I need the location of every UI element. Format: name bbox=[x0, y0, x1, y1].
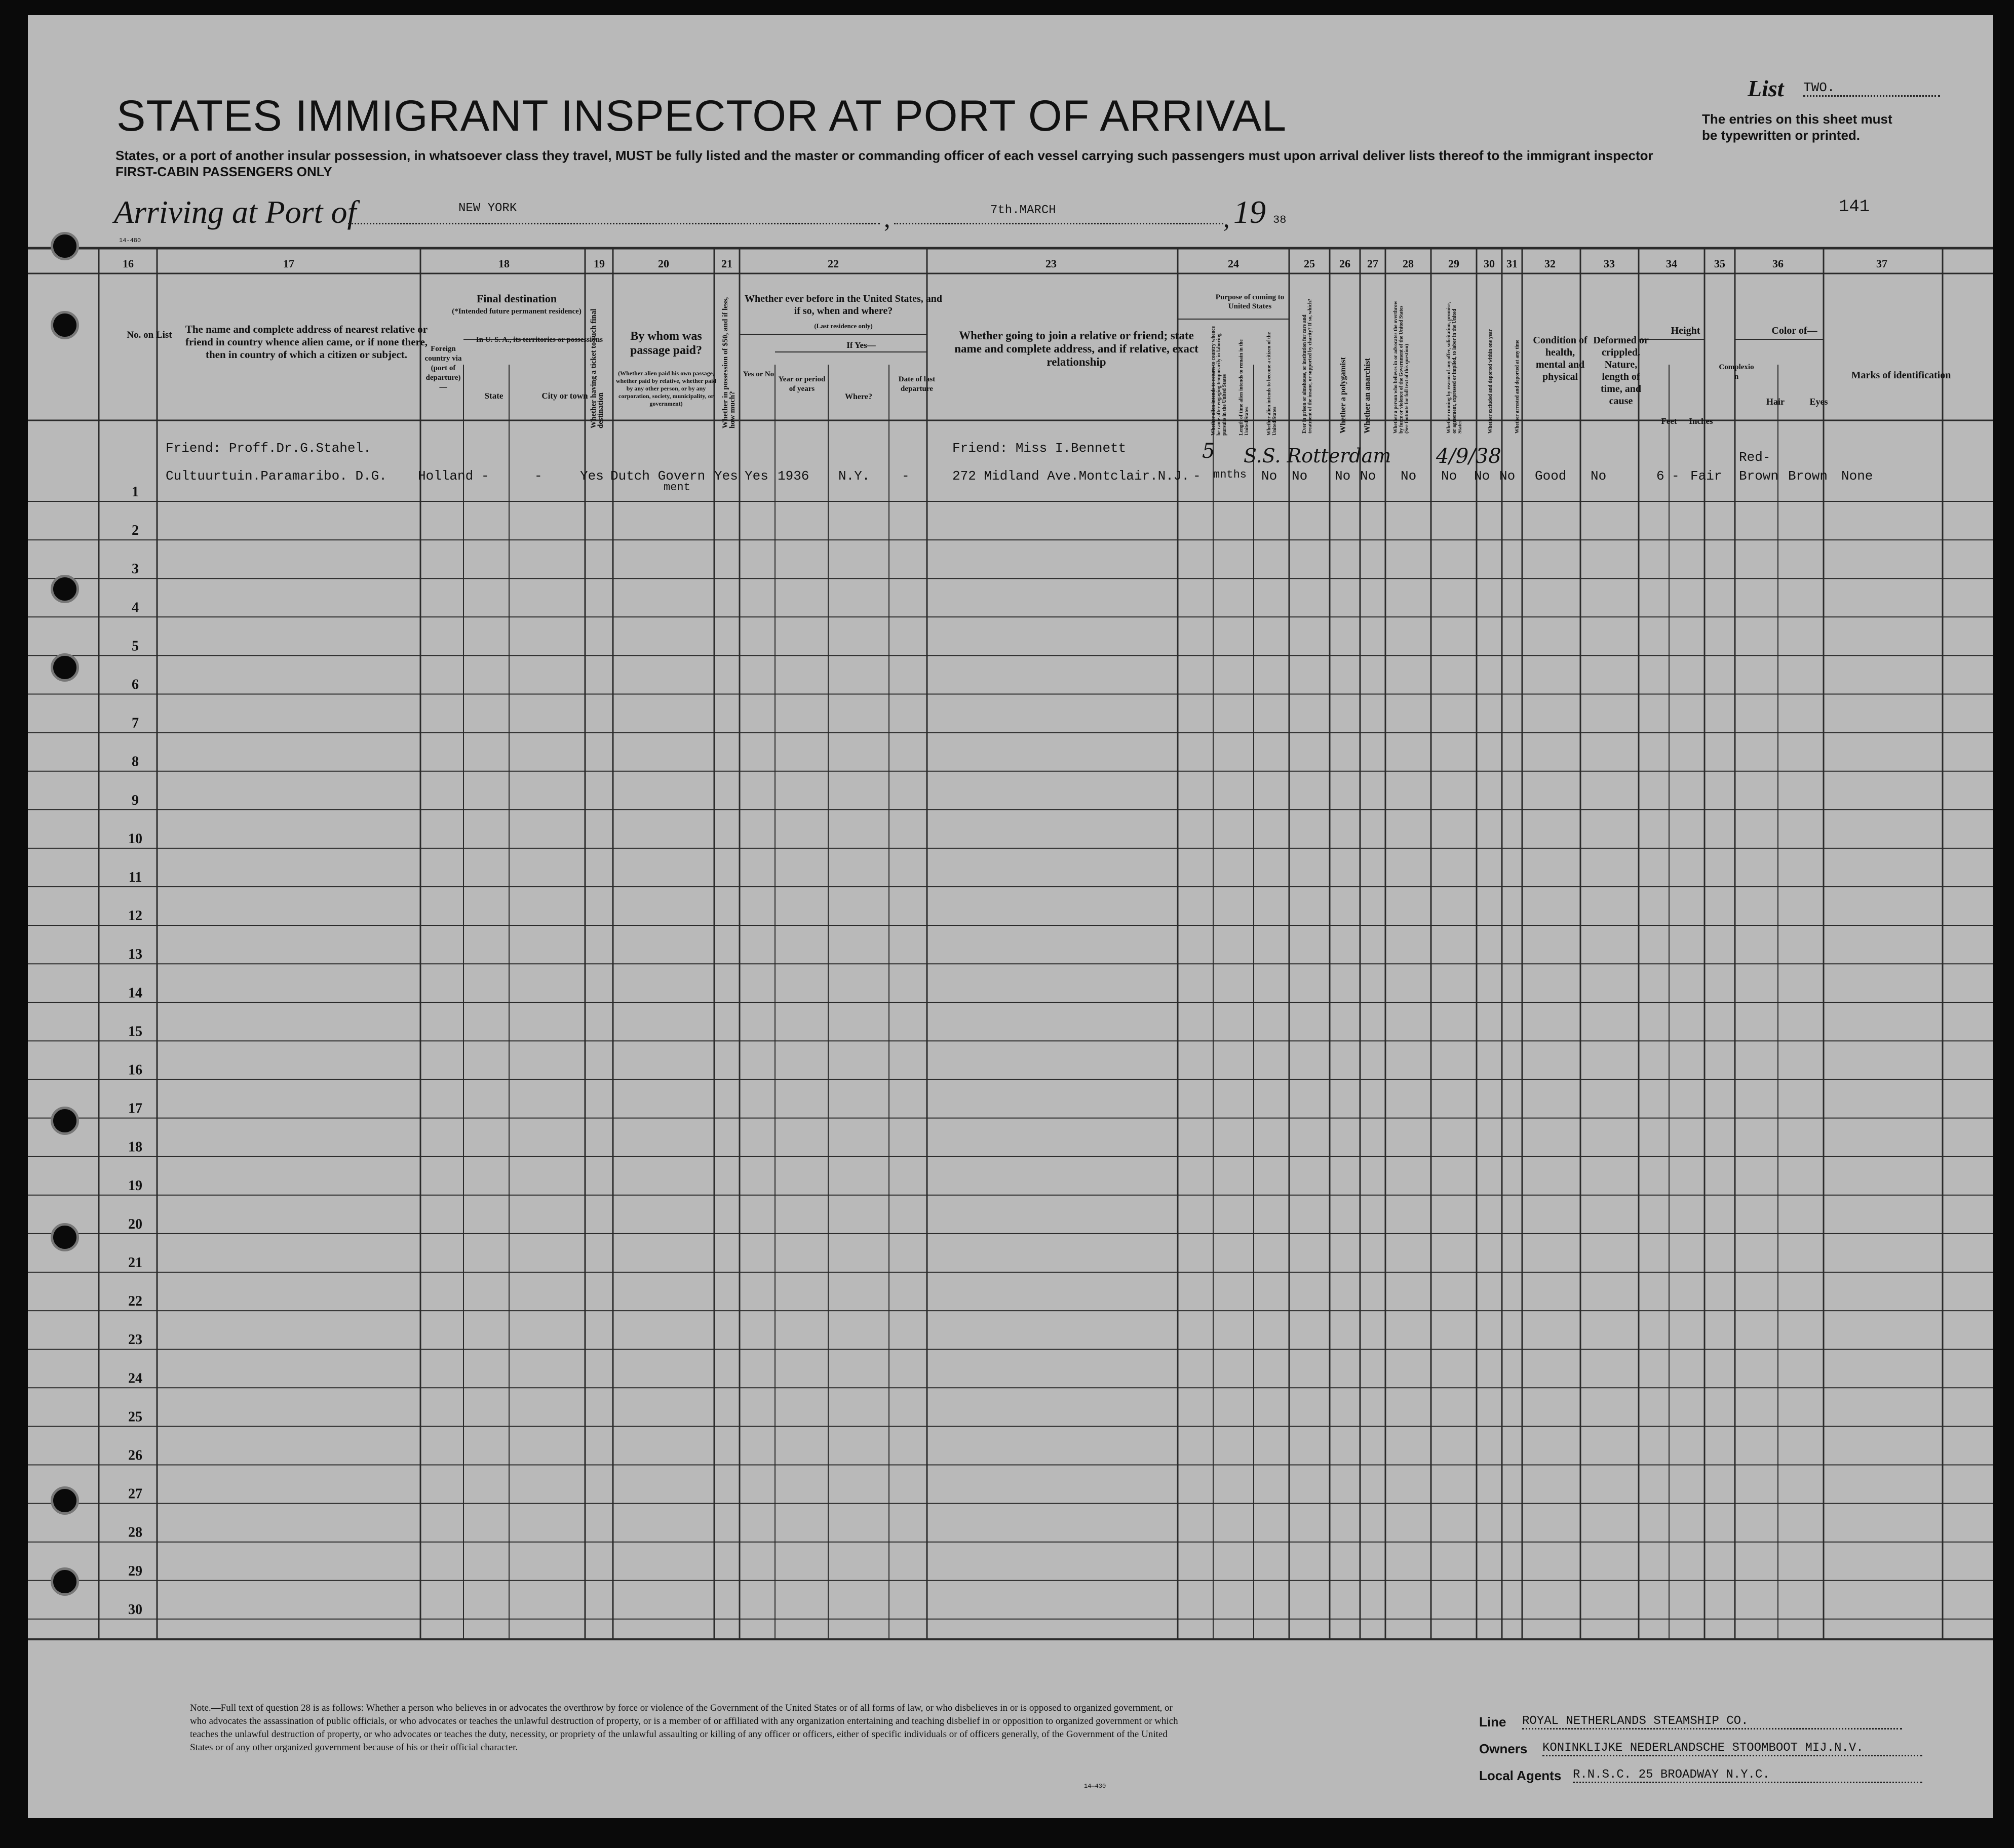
header-foreign-country: Foreign country via (port of departure)— bbox=[424, 345, 462, 391]
entry-date-last-departure: - bbox=[902, 468, 910, 484]
header-marks: Marks of identification bbox=[1851, 370, 1951, 381]
row-number: 15 bbox=[128, 1024, 142, 1040]
row-number: 29 bbox=[128, 1563, 142, 1579]
entry-where: N.Y. bbox=[838, 468, 870, 484]
row-number: 1 bbox=[132, 484, 139, 500]
entry-passage-paid-2: ment bbox=[664, 481, 690, 494]
header-purpose-citizen: Whether alien intends to become a citizen of the United States bbox=[1266, 332, 1277, 436]
header-polygamist: Whether a polygamist bbox=[1339, 357, 1347, 434]
header-eyes: Eyes bbox=[1809, 397, 1828, 407]
entry-q28: No bbox=[1401, 468, 1417, 484]
header-before-in-us: Whether ever before in the United States, and if so, when and where? bbox=[745, 293, 942, 317]
row-number: 9 bbox=[132, 792, 139, 808]
column-number: 36 bbox=[1772, 257, 1784, 270]
header-city: City or town bbox=[541, 391, 588, 401]
entry-condition: Good bbox=[1535, 468, 1567, 484]
row-number: 8 bbox=[132, 754, 139, 770]
row-number: 30 bbox=[128, 1601, 142, 1618]
column-number: 30 bbox=[1484, 257, 1495, 270]
row-number: 13 bbox=[128, 947, 142, 963]
binder-hole bbox=[51, 575, 79, 603]
header-purpose-length: Length of time alien intends to remain in the United States bbox=[1238, 339, 1250, 436]
line-label: Line bbox=[1479, 1714, 1506, 1729]
header-color-of: Color of— bbox=[1771, 325, 1817, 336]
owners-label: Owners bbox=[1479, 1741, 1528, 1756]
row-number: 11 bbox=[128, 870, 142, 885]
header-q28: Whether a person who believes in or advocates the overthrow by force or violence of the Government of the United States (See footnote for full text of this question) bbox=[1393, 301, 1410, 434]
line-value: ROYAL NETHERLANDS STEAMSHIP CO. bbox=[1522, 1714, 1902, 1729]
entry-fifty-dollars: Yes bbox=[714, 468, 738, 484]
header-if-yes: If Yes— bbox=[846, 340, 876, 350]
entry-eyes: Brown bbox=[1788, 468, 1828, 484]
entry-foreign-country: Holland bbox=[418, 468, 474, 484]
header-join-relative: Whether going to join a relative or friend; state name and complete address, and if relative, exact relationship bbox=[954, 329, 1198, 368]
row-number: 25 bbox=[128, 1409, 142, 1425]
row-number: 28 bbox=[128, 1524, 142, 1541]
row-number: 19 bbox=[128, 1177, 142, 1194]
header-in-usa: In U. S. A., its territories or possessions bbox=[476, 336, 603, 344]
row-number: 27 bbox=[128, 1486, 142, 1502]
date-value: 7th.MARCH bbox=[990, 204, 1056, 217]
form-mark: 14-480 bbox=[119, 237, 141, 244]
entry-year: 1936 bbox=[778, 468, 809, 484]
row-number: 12 bbox=[128, 908, 142, 924]
row-number: 4 bbox=[132, 600, 139, 616]
header-yes-or-no: Yes or No bbox=[743, 370, 774, 378]
handwritten-note: S.S. Rotterdam bbox=[1244, 445, 1391, 467]
entry-hair-line1: Red- bbox=[1739, 450, 1771, 465]
entry-q29: No bbox=[1441, 468, 1457, 484]
header-complexion: Complexion bbox=[1719, 363, 1754, 381]
binder-hole bbox=[51, 1223, 79, 1251]
header-q30: Whether excluded and deported within one year bbox=[1488, 329, 1493, 434]
header-prison: Ever in prison or almshouse, or institution for care and treatment of the insane, or supported by charity? If so, which? bbox=[1302, 298, 1313, 434]
header-final-destination: Final destination bbox=[476, 292, 557, 305]
row-number: 14 bbox=[128, 985, 142, 1001]
column-number: 23 bbox=[1045, 257, 1057, 270]
entry-join-line1: Friend: Miss I.Bennett bbox=[952, 441, 1127, 456]
column-number: 19 bbox=[594, 257, 605, 270]
row-number: 3 bbox=[132, 561, 139, 577]
column-number: 33 bbox=[1604, 257, 1615, 270]
column-number: 24 bbox=[1228, 257, 1239, 270]
row-number: 5 bbox=[132, 638, 139, 654]
port-value: NEW YORK bbox=[458, 202, 517, 215]
entry-anarchist: No bbox=[1360, 468, 1376, 484]
header-deformed: Deformed or crippled. Nature, length of time, and cause bbox=[1593, 335, 1649, 407]
binder-hole bbox=[51, 1486, 79, 1515]
row-number: 6 bbox=[132, 677, 139, 693]
row-number: 20 bbox=[128, 1216, 142, 1232]
entry-feet: 6 bbox=[1656, 468, 1664, 484]
column-number: 35 bbox=[1714, 257, 1725, 270]
manifest-sheet: STATES IMMIGRANT INSPECTOR AT PORT OF ARRIVAL List TWO. The entries on this sheet must be typewritten or printed. States, or a port of another insular possession, in whatsoever class they travel, MUST be fully listed and the master or commanding officer of each vessel carrying such passengers must upon arrival deliver lists thereof to the immigrant inspector FIRST-CABIN PASSENGERS ONLY Arriving at Port of NEW YORK , 7th.MARCH , 19 38 141 14-480 16 17 18 19 20 21 22 23 24 25 26 27 28 29 30 31 32 33 34 35 36 37 No. on List The name and complete address of nearest relative or friend in country whence alien came, or if none there, then in country of which a citizen or subject. Final destination (*Intended future permanent residence) Foreign country via (port of departure)— In U. S. A., its territories or possessions State City or town Whether having a ticket to such final destination By whom was passage paid? (Whether alien paid his own passage, whether paid by relative, whether paid by any other person, or by any corporation, society, municipality, or government) Whether in possession of $50, and if less, how much? Whether ever before in the United States, and if so, when and where? (Last residence only) If Yes— Yes or No Year or period of years Where? Date of last departure Whether going to join a relative or friend; state name and complete address, and if relative, exact relationship Purpose of coming to United States Whether alien intends to return to country whence he came after engaging temporarily in laboring pursuits in the United States Length of time alien intends to remain in the United States Whether alien intends to become a citizen of the United States Ever in prison or almshouse, or institution for care and treatment of the insane, or supported by charity? If so, which? Whether a polygamist Whether an anarchist Whether a person who believes in or advocates the overthrow by force or violence of the Government of the United States (See footnote for full text of this question) Whether coming by reason of any offer, solicitation, promise, or agreement, expressed or implied, to labor in the United States Whether excluded and deported within one year Whether arrested and deported at any time Condition of health, mental and physical Deformed or crippled. Nature, length of time, and cause Height Feet Inches Complexion Color of— Hair Eyes Marks of identification 1 2 3 4 5 6 7 8 9 10 11 12 13 14 15 16 17 18 19 20 21 22 23 24 25 26 27 28 29 30 Friend: Proff.Dr.G.Stahel. Cultuurtuin.Paramaribo. D.G. Holland - - Yes Dutch Govern ment Yes Yes 1936 N.Y. - Friend: Miss I.Bennett 272 Midland Ave.Montclair.N.J. - mnths 5 S.S. Rotterdam 4/9/38 No No No No No No No No Good No 6 - Fair Red- Brown Brown None Note.—Full text of question 28 is as follows: Whether a person who believes in or advocates the overthrow by force or violence of the Government of the United States or of all forms of law, or who disbelieves in or is opposed to organized government, or who advocates the assassination of public officials, or who advocates or teaches the unlawful destruction of property, or is a member of or affiliated with any organization entertaining and teaching disbelief in or opposition to organized government or which teaches the unlawful destruction of property, or who advocates or teaches the duty, necessity, or propriety of the unlawful assaulting or killing of any officer or officers, either of specific individuals or of officers generally, of the Government of the United States or of any other organized government because of his or their official character. 14—430 Line ROYAL NETHERLANDS STEAMSHIP CO. Owners KONINKLIJKE NEDERLANDSCHE STOOMBOOT MIJ.N.V. Local Agents R.N.S.C. 25 BROADWAY N.Y.C. bbox=[28, 15, 1993, 1818]
row-number: 2 bbox=[132, 523, 139, 539]
header-anarchist: Whether an anarchist bbox=[1363, 358, 1372, 434]
header-inches: Inches bbox=[1689, 416, 1713, 426]
row-number: 17 bbox=[128, 1100, 142, 1117]
row-number: 10 bbox=[128, 831, 142, 847]
entries-note-line2: be typewritten or printed. bbox=[1702, 128, 1861, 143]
class-label: FIRST-CABIN PASSENGERS ONLY bbox=[115, 164, 332, 179]
header-q31: Whether arrested and deported at any time bbox=[1515, 339, 1520, 434]
entry-city: - bbox=[534, 468, 543, 484]
binder-hole bbox=[51, 653, 79, 682]
entry-passage-paid-1: Dutch Govern bbox=[610, 468, 706, 484]
column-number: 21 bbox=[721, 257, 732, 270]
header-no-on-list: No. on List bbox=[127, 330, 172, 340]
header-date-last-departure: Date of last departure bbox=[898, 375, 936, 393]
handwritten-stay: 5 bbox=[1202, 440, 1215, 463]
agents-value: R.N.S.C. 25 BROADWAY N.Y.C. bbox=[1573, 1768, 1922, 1783]
column-number: 25 bbox=[1304, 257, 1315, 270]
entry-hair-line2: Brown bbox=[1739, 468, 1779, 484]
column-number: 17 bbox=[283, 257, 294, 270]
column-number: 26 bbox=[1339, 257, 1350, 270]
arriving-port-label: Arriving at Port of bbox=[114, 194, 357, 230]
binder-hole bbox=[51, 232, 79, 260]
row-number: 21 bbox=[128, 1255, 142, 1271]
form-number: 14—430 bbox=[1084, 1783, 1106, 1790]
header-feet: Feet bbox=[1661, 416, 1677, 426]
binder-hole bbox=[51, 311, 79, 339]
header-purpose: Purpose of coming to United States bbox=[1215, 293, 1285, 310]
header-q29: Whether coming by reason of any offer, solicitation, promise, or agreement, expressed or implied, to labor in the United States bbox=[1446, 302, 1463, 434]
header-relative-address: The name and complete address of nearest relative or friend in country whence alien came, or if none there, then in country of which a citizen or subject. bbox=[185, 323, 428, 361]
footnote-q28: Note.—Full text of question 28 is as follows: Whether a person who believes in or advocates the overthrow by force or violence of the Government of the United States or of all forms of law, or who disbelieves in or is opposed to organized government, or who advocates the assassination of public officials, or who advocates or teaches the unlawful destruction of property, or is a member of or affiliated with any organization entertaining and teaching disbelief in or opposition to organized government or which teaches the unlawful destruction of property, or who advocates or teaches the duty, necessity, or propriety of the unlawful assaulting or killing of any officer or officers, either of specific individuals or of officers generally, of the Government of the United States or of any other organized government because of his or their official character. bbox=[190, 1703, 1178, 1753]
entry-join-line2: 272 Midland Ave.Montclair.N.J. bbox=[952, 468, 1190, 484]
instruction-text: States, or a port of another insular possession, in whatsoever class they travel, MUST be fully listed and the master or commanding officer of each vessel carrying such passengers must upon arrival deliver lists thereof to the immigrant inspector bbox=[115, 148, 1653, 163]
entry-relative-line2: Cultuurtuin.Paramaribo. D.G. bbox=[166, 468, 387, 484]
table-grid bbox=[28, 15, 1993, 1818]
row-number: 26 bbox=[128, 1447, 142, 1464]
entry-prison: No bbox=[1292, 468, 1308, 484]
handwritten-date: 4/9/38 bbox=[1436, 445, 1501, 468]
header-by-whom: By whom was passage paid? bbox=[630, 330, 703, 357]
entry-length-of-stay: mnths bbox=[1213, 468, 1247, 481]
header-hair: Hair bbox=[1766, 397, 1785, 407]
entry-deformed: No bbox=[1591, 468, 1607, 484]
binder-hole bbox=[51, 1567, 79, 1596]
header-state: State bbox=[484, 391, 503, 401]
page-number: 141 bbox=[1839, 198, 1870, 217]
header-fifty-dollars: Whether in possession of $50, and if less, how much? bbox=[721, 297, 737, 428]
column-number: 34 bbox=[1666, 257, 1677, 270]
column-number: 27 bbox=[1367, 257, 1378, 270]
row-number: 23 bbox=[128, 1332, 142, 1348]
owners-value: KONINKLIJKE NEDERLANDSCHE STOOMBOOT MIJ.N.V. bbox=[1542, 1741, 1922, 1756]
entry-ticket: Yes bbox=[580, 468, 604, 484]
header-ticket: Whether having a ticket to such final destination bbox=[590, 308, 605, 428]
entry-polygamist: No bbox=[1335, 468, 1351, 484]
page-title: STATES IMMIGRANT INSPECTOR AT PORT OF ARRIVAL bbox=[117, 92, 1287, 140]
header-by-whom-note: (Whether alien paid his own passage, whether paid by relative, whether paid by any other person, or by any corporation, society, municipality, or government) bbox=[615, 370, 716, 407]
column-number: 29 bbox=[1448, 257, 1459, 270]
header-final-destination-note: (*Intended future permanent residence) bbox=[452, 307, 582, 316]
column-number: 37 bbox=[1876, 257, 1887, 270]
header-last-residence: (Last residence only) bbox=[814, 322, 873, 330]
row-number: 22 bbox=[128, 1293, 142, 1310]
year-suffix: 38 bbox=[1273, 214, 1287, 226]
column-number: 22 bbox=[828, 257, 839, 270]
entry-return: - bbox=[1193, 468, 1201, 484]
entry-q30: No bbox=[1474, 468, 1490, 484]
entry-citizen: No bbox=[1261, 468, 1277, 484]
column-number: 16 bbox=[123, 257, 134, 270]
header-height: Height bbox=[1671, 325, 1700, 336]
year-prefix: 19 bbox=[1233, 194, 1266, 230]
list-label: List bbox=[1748, 75, 1784, 101]
row-number: 24 bbox=[128, 1370, 142, 1387]
entry-complexion: Fair bbox=[1690, 468, 1722, 484]
header-condition: Condition of health, mental and physical bbox=[1533, 335, 1587, 382]
entries-note-line1: The entries on this sheet must bbox=[1702, 111, 1892, 127]
header-where: Where? bbox=[845, 392, 872, 401]
entry-marks: None bbox=[1841, 468, 1873, 484]
entry-relative-line1: Friend: Proff.Dr.G.Stahel. bbox=[166, 441, 371, 456]
agents-label: Local Agents bbox=[1479, 1768, 1562, 1783]
entry-q31: No bbox=[1499, 468, 1516, 484]
entry-state: - bbox=[481, 468, 489, 484]
entry-before-in-us: Yes bbox=[745, 468, 768, 484]
row-number: 18 bbox=[128, 1139, 142, 1155]
column-number: 18 bbox=[498, 257, 510, 270]
row-number: 7 bbox=[132, 715, 139, 731]
column-number: 28 bbox=[1403, 257, 1414, 270]
column-number: 20 bbox=[658, 257, 669, 270]
header-purpose-return: Whether alien intends to return to country whence he came after engaging temporarily in laboring pursuits in the United States bbox=[1211, 326, 1227, 436]
list-value: TWO. bbox=[1803, 80, 1940, 97]
row-number: 16 bbox=[128, 1062, 142, 1078]
binder-hole bbox=[51, 1107, 79, 1135]
header-year-or-period: Year or period of years bbox=[778, 375, 826, 393]
column-number: 31 bbox=[1506, 257, 1518, 270]
entry-inches: - bbox=[1672, 468, 1680, 484]
column-number: 32 bbox=[1544, 257, 1556, 270]
